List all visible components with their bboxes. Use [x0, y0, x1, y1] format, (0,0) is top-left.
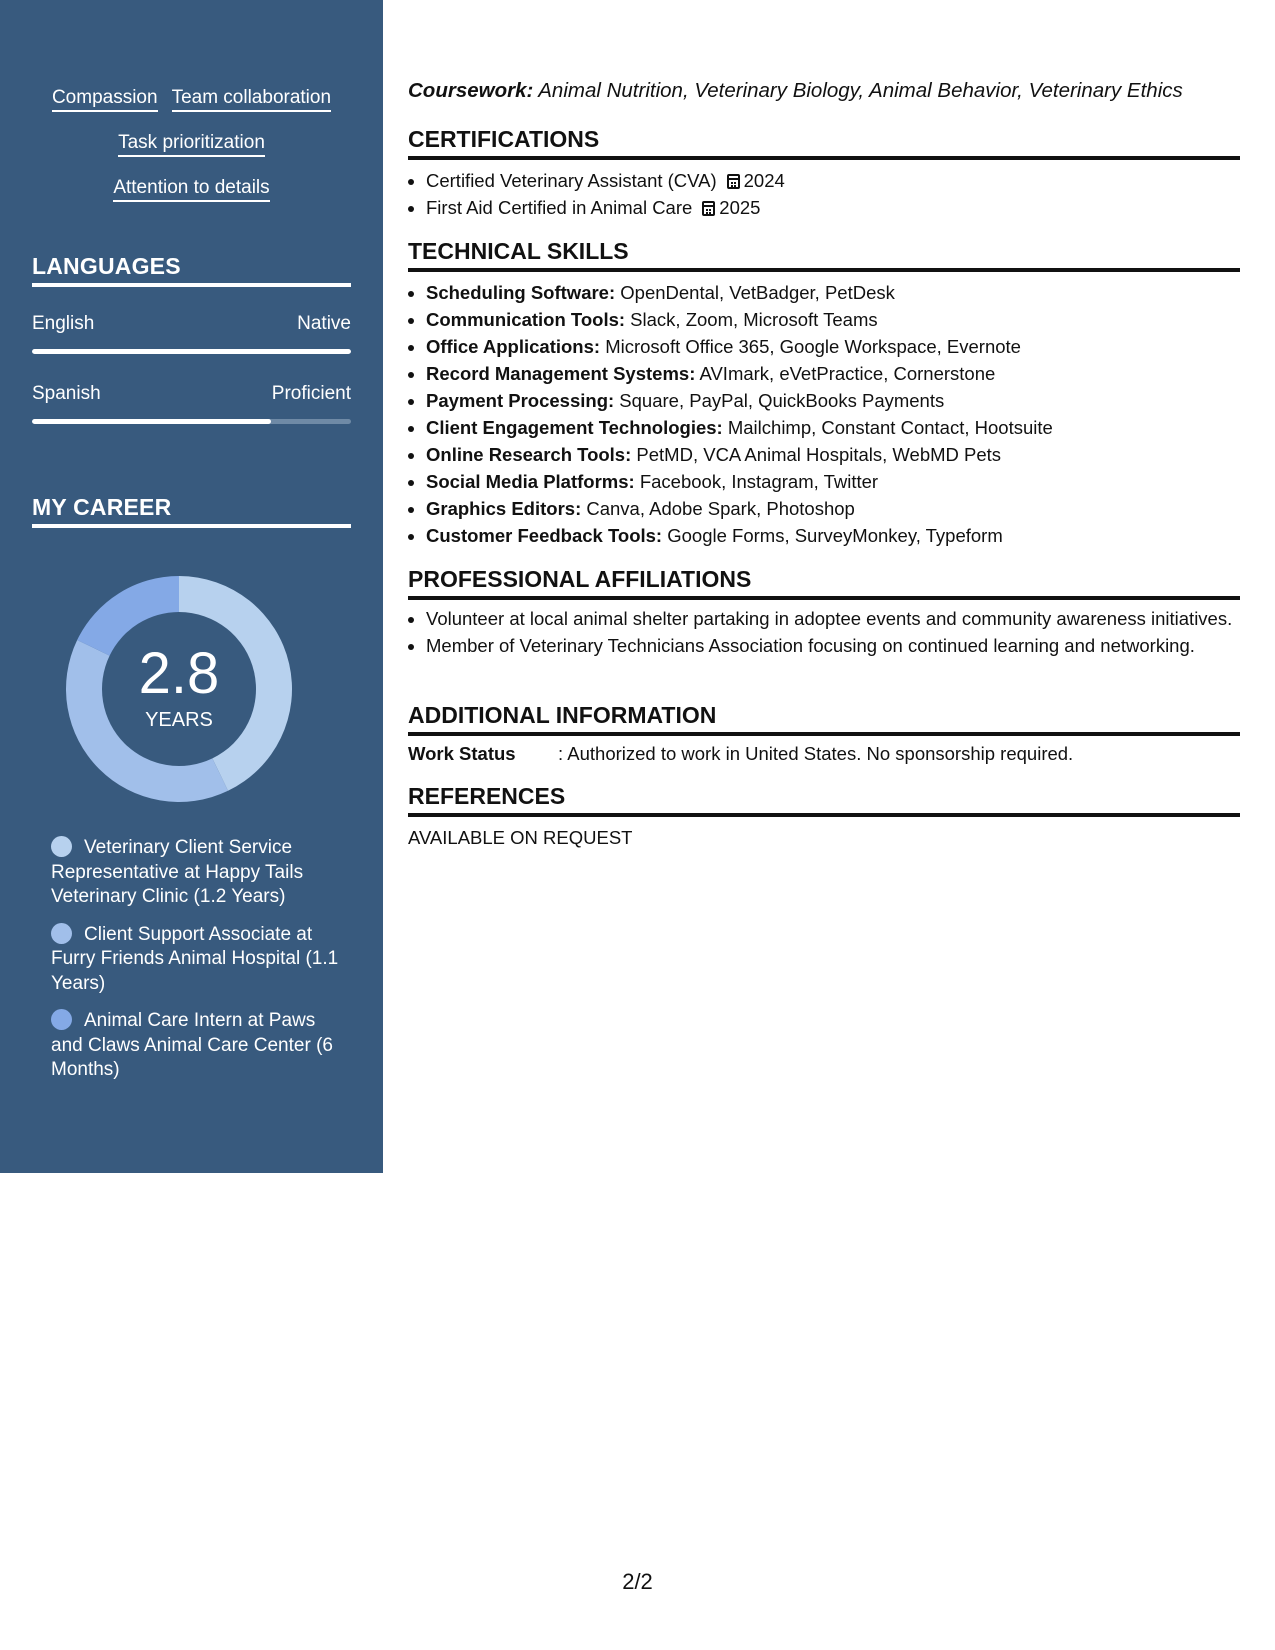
tech-skill-item [426, 306, 1258, 333]
language-name: English [32, 313, 95, 334]
skill-tag: Team collaboration [172, 87, 331, 112]
references-text: AVAILABLE ON REQUEST [408, 827, 633, 848]
language-row [32, 383, 351, 405]
certification-year: 2025 [719, 197, 761, 218]
certifications-heading: CERTIFICATIONS [408, 124, 1240, 160]
language-row [32, 313, 351, 335]
tech-skill-value: Square, PayPal, QuickBooks Payments [614, 390, 945, 411]
tech-skill-item [426, 522, 1258, 549]
skill-tag: Task prioritization [118, 132, 265, 157]
page-number: 2/2 [622, 1569, 653, 1594]
tech-skill-label: Graphics Editors: [426, 498, 582, 519]
tech-skill-label: Scheduling Software: [426, 282, 616, 303]
skill-tag: Compassion [52, 87, 158, 112]
tech-skill-item [426, 360, 1258, 387]
affiliations-list [408, 607, 1258, 661]
affiliations-heading: PROFESSIONAL AFFILIATIONS [408, 564, 1240, 600]
work-status-label: Work Status [408, 743, 516, 764]
certification-year: 2024 [743, 170, 785, 191]
coursework [408, 78, 1183, 104]
tech-skill-value: AVImark, eVetPractice, Cornerstone [695, 363, 996, 384]
career-item-text: Animal Care Intern at Paws and Claws Animal Care Center (6 Months) [51, 1010, 333, 1080]
career-item [51, 836, 341, 910]
tech-skill-item [426, 441, 1258, 468]
tech-skill-label: Social Media Platforms: [426, 471, 635, 492]
tech-skill-label: Online Research Tools: [426, 444, 632, 465]
language-level: Native [297, 313, 351, 334]
tech-skill-value: Microsoft Office 365, Google Workspace, Evernote [600, 336, 1021, 357]
affiliation-item: • Member of Veterinary Technicians Association focusing on continued learning and networking. [426, 634, 1258, 658]
career-item-text: Veterinary Client Service Representative at Happy Tails Veterinary Clinic (1.2 Years) [51, 837, 304, 907]
career-heading: MY CAREER [32, 494, 351, 528]
tech-skill-label: Communication Tools: [426, 309, 626, 330]
career-donut-label [66, 576, 292, 802]
skills-list [32, 87, 351, 222]
tech-skill-label: Payment Processing: [426, 390, 615, 411]
certification-item [426, 167, 1258, 194]
tech-skill-item [426, 333, 1258, 360]
languages-heading: LANGUAGES [32, 253, 351, 287]
tech-skill-value: PetMD, VCA Animal Hospitals, WebMD Pets [631, 444, 1002, 465]
skills-row [32, 177, 351, 222]
tech-skill-label: Record Management Systems: [426, 363, 696, 384]
certifications-list [408, 167, 1258, 221]
tech-skill-label: Client Engagement Technologies: [426, 417, 723, 438]
language-level: Proficient [271, 383, 351, 404]
tech-skill-value: Mailchimp, Constant Contact, Hootsuite [722, 417, 1053, 438]
language-english [32, 313, 351, 354]
tech-skill-item [426, 279, 1258, 306]
career-dot-icon [51, 923, 72, 944]
tech-skill-value: Facebook, Instagram, Twitter [634, 471, 879, 492]
tech-skill-item [426, 495, 1258, 522]
tech-skill-value: Google Forms, SurveyMonkey, Typeform [662, 525, 1003, 546]
work-status-value: : Authorized to work in United States. No sponsorship required. [558, 743, 1074, 764]
career-dot-icon [51, 1009, 72, 1030]
affiliation-item: • Volunteer at local animal shelter partaking in adoptee events and community awareness initiatives. [426, 607, 1258, 631]
language-bar-fill [32, 349, 351, 354]
coursework-label: Coursework: [408, 79, 534, 102]
language-bar [32, 419, 351, 424]
language-bar [32, 349, 351, 354]
career-total-value: 2.8 [138, 641, 220, 706]
work-status [408, 742, 1073, 766]
career-item [51, 923, 341, 997]
language-spanish [32, 383, 351, 424]
career-list [51, 836, 341, 1096]
skills-row [32, 87, 351, 132]
technical-skills-list [408, 279, 1258, 549]
tech-skill-item [426, 414, 1258, 441]
career-item [51, 1009, 341, 1083]
references-heading: REFERENCES [408, 781, 1240, 817]
sidebar [0, 0, 383, 1173]
career-dot-icon [51, 836, 72, 857]
career-item-text: Client Support Associate at Furry Friends Animal Hospital (1.1 Years) [51, 923, 339, 994]
career-total-unit: YEARS [145, 709, 213, 731]
tech-skill-value: Canva, Adobe Spark, Photoshop [581, 498, 855, 519]
certification-name: Certified Veterinary Assistant (CVA) [426, 170, 717, 191]
tech-skill-item [426, 468, 1258, 495]
calendar-icon [727, 174, 740, 189]
language-bar-fill [32, 419, 271, 424]
tech-skill-value: OpenDental, VetBadger, PetDesk [615, 282, 895, 303]
coursework-text: Animal Nutrition, Veterinary Biology, Animal Behavior, Veterinary Ethics [533, 79, 1183, 102]
skill-tag: Attention to details [113, 177, 269, 202]
calendar-icon [702, 201, 715, 216]
certification-item [426, 194, 1258, 221]
tech-skill-value: Slack, Zoom, Microsoft Teams [625, 309, 878, 330]
tech-skill-item [426, 387, 1258, 414]
tech-skill-label: Customer Feedback Tools: [426, 525, 663, 546]
language-name: Spanish [32, 383, 101, 404]
certification-name: First Aid Certified in Animal Care [426, 197, 693, 218]
technical-skills-heading: TECHNICAL SKILLS [408, 236, 1240, 272]
skills-row [32, 132, 351, 177]
tech-skill-label: Office Applications: [426, 336, 601, 357]
additional-info-heading: ADDITIONAL INFORMATION [408, 700, 1240, 736]
